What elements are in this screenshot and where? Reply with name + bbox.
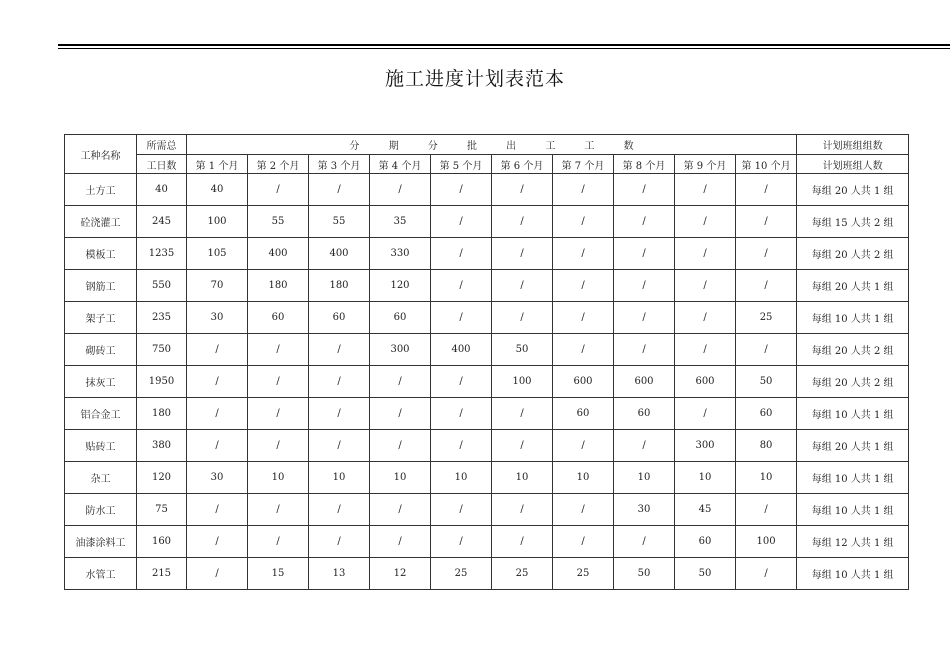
cell-month: 105 [187,238,248,270]
cell-trade: 架子工 [65,302,137,334]
cell-total: 75 [137,494,187,526]
page-title: 施工进度计划表范本 [384,68,565,90]
cell-month: 25 [736,302,797,334]
cell-month: / [309,366,370,398]
cell-month: / [431,302,492,334]
cell-total: 550 [137,270,187,302]
table-row [65,270,909,302]
cell-month: / [431,398,492,430]
cell-month: / [675,270,736,302]
cell-month: / [248,398,309,430]
cell-month: / [492,206,553,238]
cell-month: 60 [675,526,736,558]
table-row [65,206,909,238]
cell-month: 10 [614,462,675,494]
cell-month: 600 [675,366,736,398]
cell-total: 235 [137,302,187,334]
cell-month: / [553,174,614,206]
cell-plan: 每组 20 人共 2 组 [797,334,909,366]
cell-trade: 钢筋工 [65,270,137,302]
cell-month: 10 [675,462,736,494]
cell-month: / [492,238,553,270]
cell-month: / [736,206,797,238]
header-month: 第 2 个月 [248,155,309,174]
cell-month: 100 [736,526,797,558]
cell-month: 10 [248,462,309,494]
cell-month: 15 [248,558,309,590]
cell-month: / [370,174,431,206]
cell-trade: 砼浇灌工 [65,206,137,238]
cell-month: 330 [370,238,431,270]
header-batch: 分 期 分 批 出 工 工 数 [187,135,797,155]
cell-plan: 每组 20 人共 1 组 [797,270,909,302]
cell-month: 12 [370,558,431,590]
cell-month: 100 [187,206,248,238]
cell-month: / [187,398,248,430]
cell-month: / [553,526,614,558]
cell-month: / [614,270,675,302]
cell-month: / [248,494,309,526]
cell-month: / [370,430,431,462]
table-row [65,526,909,558]
cell-month: 60 [248,302,309,334]
cell-month: / [370,494,431,526]
table-row [65,238,909,270]
cell-month: / [675,238,736,270]
table-row [65,366,909,398]
cell-month: / [553,334,614,366]
header-month: 第 10 个月 [736,155,797,174]
cell-month: / [736,334,797,366]
cell-trade: 模板工 [65,238,137,270]
cell-month: / [675,174,736,206]
cell-month: / [248,526,309,558]
cell-month: / [431,430,492,462]
cell-month: 10 [736,462,797,494]
cell-month: / [492,174,553,206]
cell-month: 55 [248,206,309,238]
cell-month: 400 [248,238,309,270]
cell-month: / [614,174,675,206]
cell-month: / [309,494,370,526]
table-row [65,494,909,526]
cell-month: 10 [431,462,492,494]
cell-trade: 铝合金工 [65,398,137,430]
cell-month: 60 [309,302,370,334]
cell-month: 45 [675,494,736,526]
cell-plan: 每组 10 人共 1 组 [797,302,909,334]
cell-month: / [736,270,797,302]
cell-month: / [370,398,431,430]
cell-plan: 每组 20 人共 1 组 [797,174,909,206]
cell-total: 215 [137,558,187,590]
cell-month: 600 [553,366,614,398]
cell-month: 50 [492,334,553,366]
cell-month: 60 [614,398,675,430]
cell-month: / [309,430,370,462]
cell-month: 50 [614,558,675,590]
cell-month: / [431,526,492,558]
cell-month: / [309,174,370,206]
cell-month: / [187,430,248,462]
cell-month: / [187,558,248,590]
cell-month: 10 [492,462,553,494]
cell-month: / [431,366,492,398]
cell-total: 245 [137,206,187,238]
cell-month: / [614,526,675,558]
header-month: 第 1 个月 [187,155,248,174]
cell-month: / [370,526,431,558]
cell-month: 25 [492,558,553,590]
cell-month: / [431,494,492,526]
cell-month: 50 [736,366,797,398]
cell-month: / [553,430,614,462]
cell-month: / [431,206,492,238]
cell-month: 25 [431,558,492,590]
table-row [65,174,909,206]
cell-month: / [736,494,797,526]
cell-month: / [614,302,675,334]
cell-month: / [248,366,309,398]
cell-plan: 每组 20 人共 2 组 [797,238,909,270]
cell-month: / [614,334,675,366]
table-row [65,334,909,366]
header-month: 第 8 个月 [614,155,675,174]
cell-plan: 每组 10 人共 1 组 [797,494,909,526]
cell-month: 180 [248,270,309,302]
cell-month: / [431,238,492,270]
cell-trade: 抹灰工 [65,366,137,398]
cell-month: / [675,398,736,430]
header-rule-thick [58,44,950,46]
header-month: 第 5 个月 [431,155,492,174]
schedule-table [64,134,909,590]
cell-month: 50 [675,558,736,590]
header-month: 第 4 个月 [370,155,431,174]
cell-trade: 杂工 [65,462,137,494]
cell-month: 80 [736,430,797,462]
cell-month: / [553,302,614,334]
cell-month: 100 [492,366,553,398]
cell-month: 600 [614,366,675,398]
table-row [65,398,909,430]
cell-month: / [675,206,736,238]
cell-month: / [492,494,553,526]
header-plan-bottom: 计划班组人数 [797,155,909,174]
cell-month: 400 [309,238,370,270]
cell-month: / [248,174,309,206]
cell-plan: 每组 10 人共 1 组 [797,462,909,494]
cell-plan: 每组 12 人共 1 组 [797,526,909,558]
cell-month: 10 [553,462,614,494]
cell-month: / [492,430,553,462]
cell-plan: 每组 10 人共 1 组 [797,558,909,590]
cell-month: / [248,430,309,462]
cell-month: 400 [431,334,492,366]
cell-month: 300 [370,334,431,366]
cell-month: 10 [309,462,370,494]
cell-month: / [614,206,675,238]
cell-month: 60 [553,398,614,430]
table-row [65,430,909,462]
cell-month: / [309,398,370,430]
cell-month: 180 [309,270,370,302]
header-month: 第 7 个月 [553,155,614,174]
header-total-bottom: 工日数 [137,155,187,174]
cell-total: 750 [137,334,187,366]
cell-trade: 土方工 [65,174,137,206]
cell-trade: 水管工 [65,558,137,590]
cell-month: 40 [187,174,248,206]
cell-trade: 砌砖工 [65,334,137,366]
table-row [65,302,909,334]
cell-month: / [736,238,797,270]
cell-plan: 每组 10 人共 1 组 [797,398,909,430]
header-month: 第 9 个月 [675,155,736,174]
cell-month: / [492,526,553,558]
cell-month: 30 [187,302,248,334]
cell-month: / [553,206,614,238]
cell-month: / [553,238,614,270]
cell-total: 40 [137,174,187,206]
cell-month: / [553,270,614,302]
cell-trade: 防水工 [65,494,137,526]
cell-month: 60 [370,302,431,334]
cell-month: / [187,494,248,526]
cell-total: 1950 [137,366,187,398]
cell-month: 13 [309,558,370,590]
cell-plan: 每组 20 人共 1 组 [797,430,909,462]
cell-month: 60 [736,398,797,430]
cell-plan: 每组 20 人共 2 组 [797,366,909,398]
cell-month: 30 [187,462,248,494]
cell-month: 300 [675,430,736,462]
cell-month: / [492,270,553,302]
cell-month: / [370,366,431,398]
cell-month: / [309,526,370,558]
cell-month: 120 [370,270,431,302]
cell-month: / [187,526,248,558]
cell-month: 35 [370,206,431,238]
cell-trade: 油漆涂料工 [65,526,137,558]
cell-month: / [614,238,675,270]
cell-month: / [614,430,675,462]
cell-month: / [736,174,797,206]
header-total-top: 所需总 [137,135,187,155]
cell-month: 25 [553,558,614,590]
table-row [65,462,909,494]
header-month: 第 3 个月 [309,155,370,174]
cell-month: 10 [370,462,431,494]
cell-total: 180 [137,398,187,430]
cell-month: / [309,334,370,366]
cell-month: 70 [187,270,248,302]
header-trade: 工种名称 [65,135,137,174]
cell-total: 160 [137,526,187,558]
table-row [65,558,909,590]
cell-month: / [492,302,553,334]
cell-month: / [492,398,553,430]
cell-month: / [187,366,248,398]
cell-total: 380 [137,430,187,462]
header-month: 第 6 个月 [492,155,553,174]
cell-month: / [736,558,797,590]
cell-month: / [675,334,736,366]
cell-month: 55 [309,206,370,238]
cell-month: / [553,494,614,526]
cell-plan: 每组 15 人共 2 组 [797,206,909,238]
cell-month: / [187,334,248,366]
cell-month: / [431,174,492,206]
cell-month: / [675,302,736,334]
cell-total: 1235 [137,238,187,270]
header-rule-thin [58,48,950,49]
cell-trade: 贴砖工 [65,430,137,462]
cell-month: / [431,270,492,302]
header-plan-top: 计划班组组数 [797,135,909,155]
cell-month: / [248,334,309,366]
cell-total: 120 [137,462,187,494]
cell-month: 30 [614,494,675,526]
